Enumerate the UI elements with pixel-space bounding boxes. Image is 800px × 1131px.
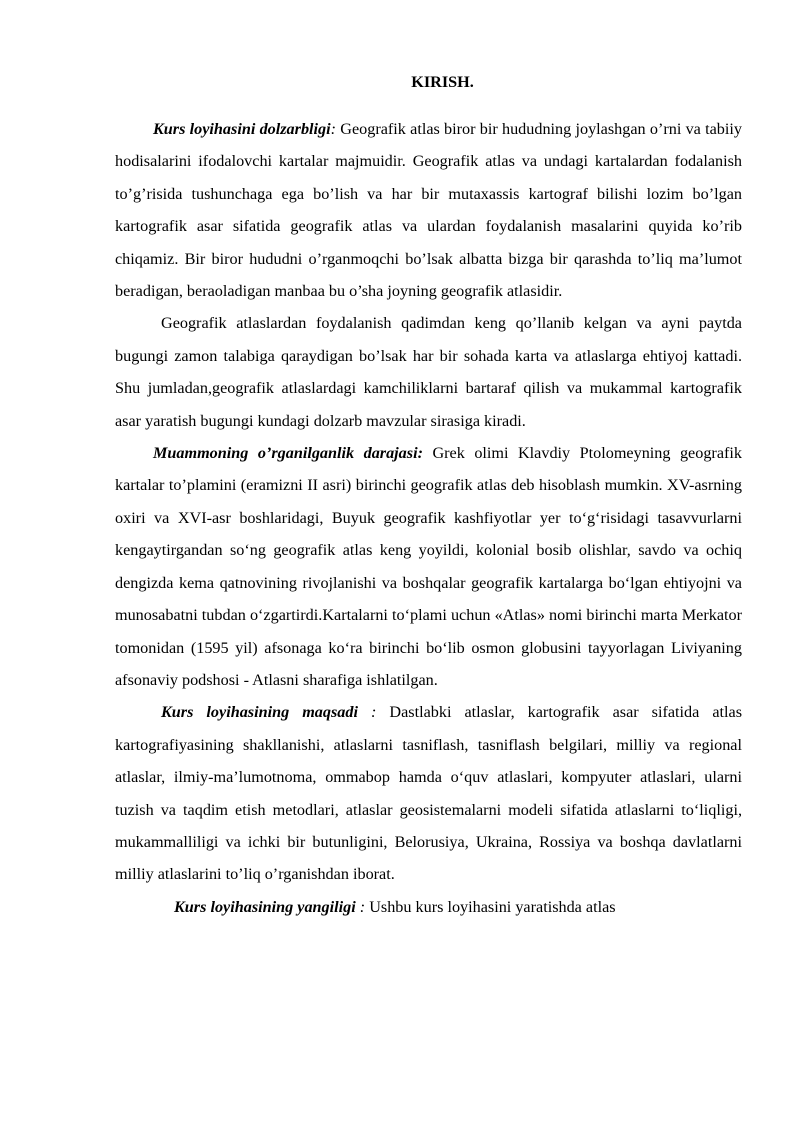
paragraph-relevance: [115, 113, 742, 307]
paragraph-heading: Kurs loyihasini dolzarbligi: [153, 120, 331, 138]
paragraph-goal: [115, 696, 742, 890]
paragraph-text: Dastlabki atlaslar, kartografik asar sifatida atlas kartografiyasining shakllanishi, atlaslarni tasniflash, tasniflash belgilari, milliy va regional atlaslar, ilmiy-ma’lumotnoma, ommabop hamda o‘quv atlaslari, kompyuter atlaslari, ularni tuzish va taqdim etish metodlari, atlaslar geosistemalarni modeli sifatida atlaslarni to‘liqligi, mukammalliligi va ichki bir butunligini, Belorusiya, Ukraina, Rossiya va boshqa davlatlarni milliy atlaslarini to’liq o’rganishdan iborat.: [115, 703, 742, 884]
heading-separator: :: [355, 897, 366, 916]
document-page: [115, 71, 742, 923]
paragraph-novelty: [115, 891, 742, 923]
paragraph-text: Geografik atlas biror bir hududning joylashgan o’rni va tabiiy hodisalarini ifodalovchi kartalar majmuidir. Geografik atlas va undagi kartalardan fodalanish to’g’risida tushunchaga ega bo’lish va har bir mutaxassis kartograf bilishi lozim bo’lgan kartografik asar sifatida geografik atlas va ulardan foydalanish masalarini quyida ko’rib chiqamiz. Bir biror hududni o’rganmoqchi bo’lsak albatta bizga bir qarashda to’liq ma’lumot beradigan, beraoladigan manbaa bu o’sha joyning geografik atlasidir.: [115, 120, 742, 301]
paragraph-text: Ushbu kurs loyihasini yaratishda atlas: [365, 897, 616, 916]
page-title: KIRISH.: [411, 73, 474, 91]
paragraph-usage: [115, 307, 742, 437]
paragraph-heading: Kurs loyihasining maqsadi: [161, 703, 358, 722]
heading-separator: :: [330, 120, 337, 138]
paragraph-text: Grek olimi Klavdiy Ptolomeyning geografik kartalar to’plamini (eramizni II asri) birinchi geografik atlas deb hisoblash mumkin. XV-asrning oxiri va XVI-asr boshlaridagi, Buyuk geografik kashfiyotlar yer to‘g‘risidagi tasavvurlarni kengaytirgandan so‘ng geografik atlas keng yoyildi, kolonial bosib olishlar, savdo va ochiq dengizda kema qatnovining rivojlanishi va boshqalar geografik kartalarga bo‘lgan ehtiyojni va munosabatni tubdan o‘zgartirdi.Kartalarni to‘plami uchun «Atlas» nomi birinchi marta Merkator tomonidan (1595 yil) afsonaga ko‘ra birinchi bo‘lib osmon globusini tayyorlagan Liviyaning afsonaviy podshosi - Atlasni sharafiga ishlatilgan.: [115, 444, 742, 689]
paragraph-heading: Kurs loyihasining yangiligi: [174, 897, 356, 916]
paragraph-heading: Muammoning o’rganilganlik darajasi:: [153, 444, 423, 463]
paragraph-text: Geografik atlaslardan foydalanish qadimdan keng qo’llanib kelgan va ayni paytda bugungi zamon talabiga qaraydigan bo’lsak har bir sohada karta va atlaslarga ehtiyoj kattadi. Shu jumladan,geografik atlaslardagi kamchiliklarni bartaraf qilish va mukammal kartografik asar yaratish bugungi kundagi dolzarb mavzular sirasiga kiradi.: [115, 314, 742, 430]
heading-separator: :: [357, 703, 377, 722]
paragraph-study-level: [115, 437, 742, 696]
